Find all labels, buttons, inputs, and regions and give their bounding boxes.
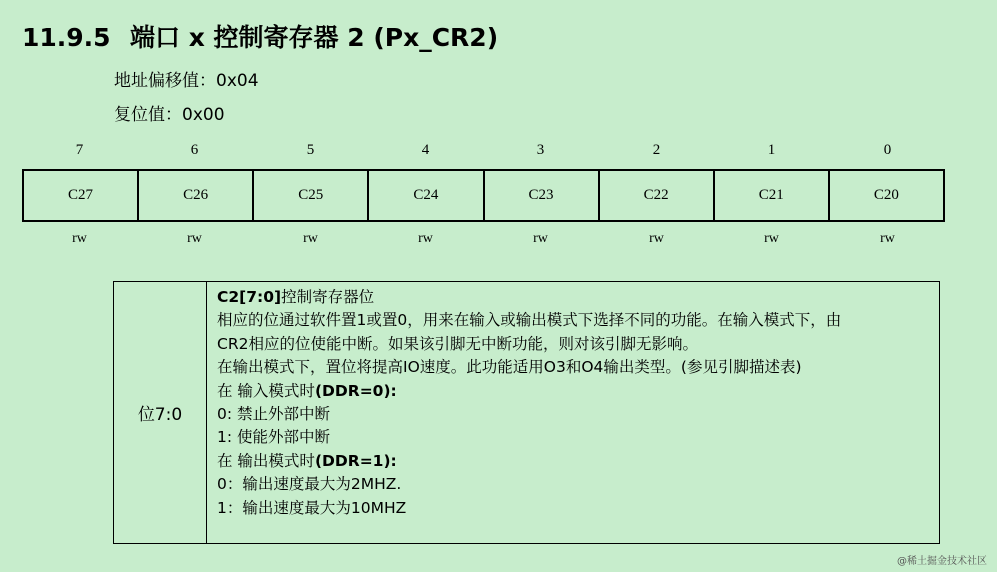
watermark: @稀土掘金技术社区 <box>897 556 987 567</box>
bit-number: 0 <box>883 142 892 158</box>
access-type: rw <box>880 231 895 246</box>
output-mode-prefix: 在 输出模式时 <box>217 451 315 470</box>
register-field-cell: C21 <box>715 171 830 220</box>
field-title: 控制寄存器位 <box>281 288 375 306</box>
description-line: 相应的位通过软件置1或置0，用来在输入或输出模式下选择不同的功能。在输入模式下，由 <box>217 311 842 330</box>
register-field-cell: C23 <box>485 171 600 220</box>
reset-value: 复位值：0x00 <box>114 105 225 125</box>
access-type: rw <box>764 231 779 246</box>
output-mode-condition: (DDR=1): <box>314 451 397 470</box>
register-field-cell: C22 <box>600 171 715 220</box>
bit-number: 6 <box>190 142 199 158</box>
register-field-cell: C26 <box>139 171 254 220</box>
bit-description-table <box>113 281 940 544</box>
output-option: 0：输出速度最大为2MHZ. <box>217 475 402 494</box>
input-option: 1: 使能外部中断 <box>217 428 331 447</box>
bit-number: 2 <box>652 142 661 158</box>
register-field-cell: C24 <box>369 171 484 220</box>
bit-number-row <box>22 142 945 160</box>
bit-description-content <box>207 282 939 543</box>
access-row <box>22 231 945 249</box>
output-option: 1：输出速度最大为10MHZ <box>217 498 407 517</box>
register-field-cell: C20 <box>873 187 899 203</box>
bit-number: 7 <box>75 142 84 158</box>
section-title: 端口 x 控制寄存器 2 (Px_CR2) <box>130 23 499 52</box>
bit-number: 4 <box>421 142 430 158</box>
register-field-cell: C25 <box>254 171 369 220</box>
register-bit-field-table <box>22 169 945 222</box>
bit-number: 1 <box>767 142 776 158</box>
access-type: rw <box>533 231 548 246</box>
section-number: 11.9.5 <box>22 23 111 52</box>
input-mode-prefix: 在 输入模式时 <box>217 381 315 400</box>
bit-number: 5 <box>306 142 315 158</box>
access-type: rw <box>72 231 87 246</box>
field-name: C2[7:0] <box>217 288 282 306</box>
access-type: rw <box>649 231 664 246</box>
register-field-cell: C27 <box>24 171 139 220</box>
bit-range-label: 位7:0 <box>114 282 207 543</box>
address-offset: 地址偏移值：0x04 <box>114 71 259 91</box>
input-mode-condition: (DDR=0): <box>314 381 397 400</box>
description-line: CR2相应的位使能中断。如果该引脚无中断功能，则对该引脚无影响。 <box>217 334 698 353</box>
input-option: 0: 禁止外部中断 <box>217 405 331 424</box>
description-line: 在输出模式下，置位将提高IO速度。此功能适用O3和O4输出类型。(参见引脚描述表) <box>217 358 802 377</box>
section-heading <box>22 18 498 54</box>
output-mode-heading <box>217 450 931 473</box>
access-type: rw <box>303 231 318 246</box>
input-mode-heading <box>217 380 931 403</box>
field-heading <box>217 286 931 309</box>
access-type: rw <box>418 231 433 246</box>
bit-number: 3 <box>536 142 545 158</box>
access-type: rw <box>187 231 202 246</box>
